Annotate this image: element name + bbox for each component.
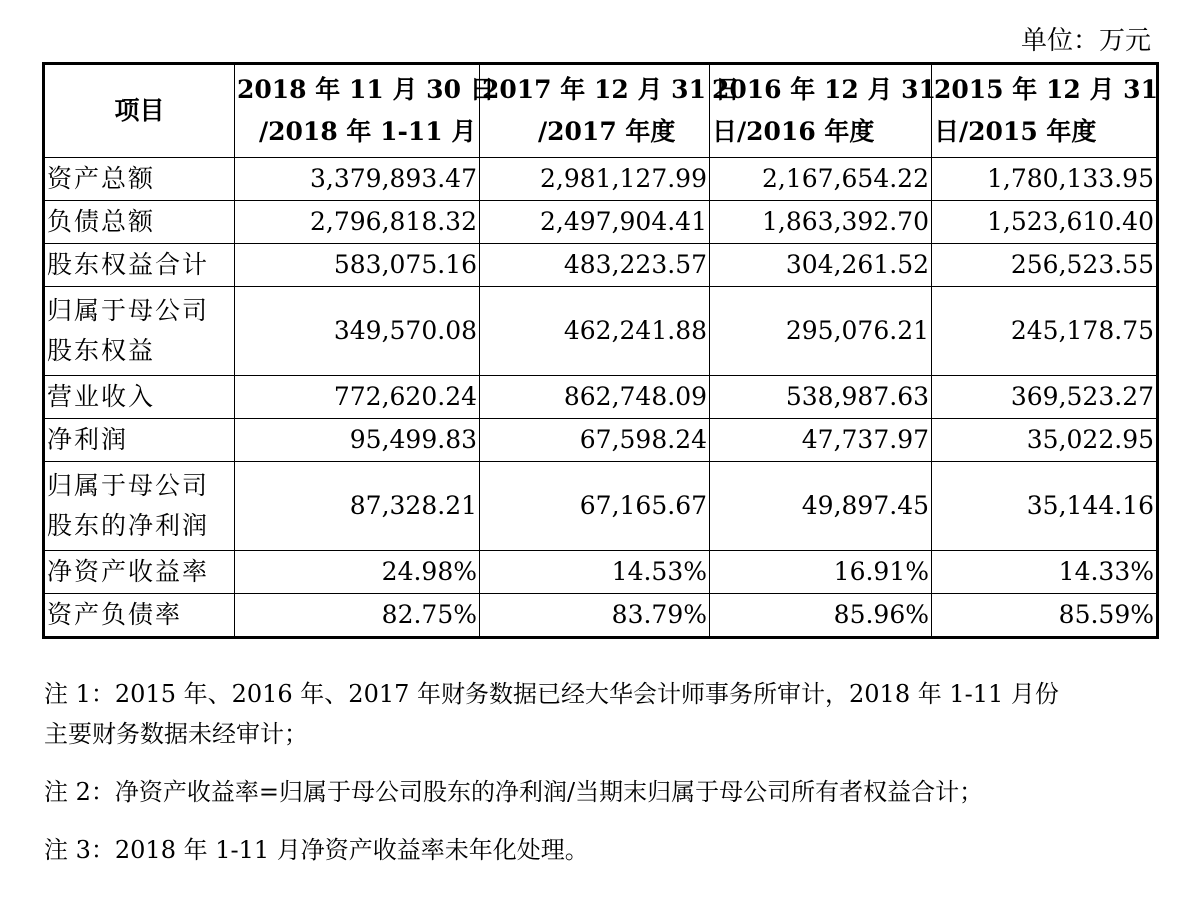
cell-value: 35,022.95 (932, 419, 1158, 462)
header-2017-line2: /2017 年度 (538, 117, 676, 146)
cell-value: 304,261.52 (710, 244, 932, 287)
cell-value: 85.96% (710, 594, 932, 638)
header-2018-line2: /2018 年 1-11 月 (259, 117, 477, 146)
table-header-row (44, 64, 1158, 158)
cell-value: 245,178.75 (932, 287, 1158, 376)
cell-value: 295,076.21 (710, 287, 932, 376)
cell-value: 369,523.27 (932, 376, 1158, 419)
cell-value: 47,737.97 (710, 419, 932, 462)
row-label: 负债总额 (44, 201, 235, 244)
cell-value: 16.91% (710, 551, 932, 594)
header-2017 (480, 64, 740, 158)
header-2016 (710, 64, 936, 158)
table-row (44, 594, 1158, 638)
cell-value: 583,075.16 (235, 244, 480, 287)
header-2015-line2: 日/2015 年度 (934, 117, 1097, 146)
cell-value: 1,523,610.40 (932, 201, 1158, 244)
row-label: 净资产收益率 (44, 551, 235, 594)
cell-value: 462,241.88 (480, 287, 710, 376)
cell-value: 14.53% (480, 551, 710, 594)
cell-value: 82.75% (235, 594, 480, 638)
row-label (44, 287, 235, 376)
row-label: 资产负债率 (44, 594, 235, 638)
footnotes (44, 674, 1154, 870)
row-label-line2: 股东权益 (47, 336, 156, 365)
row-label: 营业收入 (44, 376, 235, 419)
row-label: 净利润 (44, 419, 235, 462)
cell-value: 67,165.67 (480, 462, 710, 551)
header-2017-line1: 2017 年 12 月 31 日 (482, 75, 740, 104)
note-1-line2: 主要财务数据未经审计； (44, 720, 308, 748)
cell-value: 349,570.08 (235, 287, 480, 376)
row-label (44, 462, 235, 551)
header-2015-line1: 2015 年 12 月 31 (934, 75, 1158, 104)
cell-value: 2,497,904.41 (480, 201, 710, 244)
row-label: 资产总额 (44, 158, 235, 201)
cell-value: 85.59% (932, 594, 1158, 638)
cell-value: 2,981,127.99 (480, 158, 710, 201)
cell-value: 483,223.57 (480, 244, 710, 287)
header-2018-line1: 2018 年 11 月 30 日 (237, 75, 495, 104)
row-label-line2: 股东的净利润 (47, 511, 210, 540)
table-row (44, 201, 1158, 244)
table-row (44, 462, 1158, 551)
cell-value: 1,863,392.70 (710, 201, 932, 244)
note-3: 注 3：2018 年 1-11 月净资产收益率未年化处理。 (44, 836, 589, 864)
table-row (44, 244, 1158, 287)
header-2016-line2: 日/2016 年度 (712, 117, 875, 146)
cell-value: 87,328.21 (235, 462, 480, 551)
cell-value: 95,499.83 (235, 419, 480, 462)
row-label-line1: 归属于母公司 (47, 296, 210, 325)
note-1-line1: 注 1：2015 年、2016 年、2017 年财务数据已经大华会计师事务所审计，2018 年 1-11 月份 (44, 680, 1059, 708)
financial-data-table (42, 62, 1159, 639)
table-row (44, 158, 1158, 201)
cell-value: 49,897.45 (710, 462, 932, 551)
table-row (44, 551, 1158, 594)
cell-value: 256,523.55 (932, 244, 1158, 287)
cell-value: 862,748.09 (480, 376, 710, 419)
cell-value: 538,987.63 (710, 376, 932, 419)
table-row (44, 287, 1158, 376)
table-row (44, 376, 1158, 419)
cell-value: 2,167,654.22 (710, 158, 932, 201)
cell-value: 67,598.24 (480, 419, 710, 462)
note-2: 注 2：净资产收益率=归属于母公司股东的净利润/当期末归属于母公司所有者权益合计； (44, 778, 984, 806)
cell-value: 24.98% (235, 551, 480, 594)
note-1 (44, 674, 1154, 754)
header-2015 (932, 64, 1158, 158)
row-label-line1: 归属于母公司 (47, 471, 210, 500)
row-label: 股东权益合计 (44, 244, 235, 287)
header-2016-line1: 2016 年 12 月 31 (712, 75, 936, 104)
cell-value: 3,379,893.47 (235, 158, 480, 201)
cell-value: 2,796,818.32 (235, 201, 480, 244)
table-row (44, 419, 1158, 462)
cell-value: 35,144.16 (932, 462, 1158, 551)
unit-label: 单位：万元 (1020, 26, 1151, 56)
cell-value: 772,620.24 (235, 376, 480, 419)
header-item (44, 64, 235, 158)
cell-value: 83.79% (480, 594, 710, 638)
header-item-label: 项目 (114, 96, 165, 125)
cell-value: 1,780,133.95 (932, 158, 1158, 201)
cell-value: 14.33% (932, 551, 1158, 594)
header-2018 (235, 64, 495, 158)
